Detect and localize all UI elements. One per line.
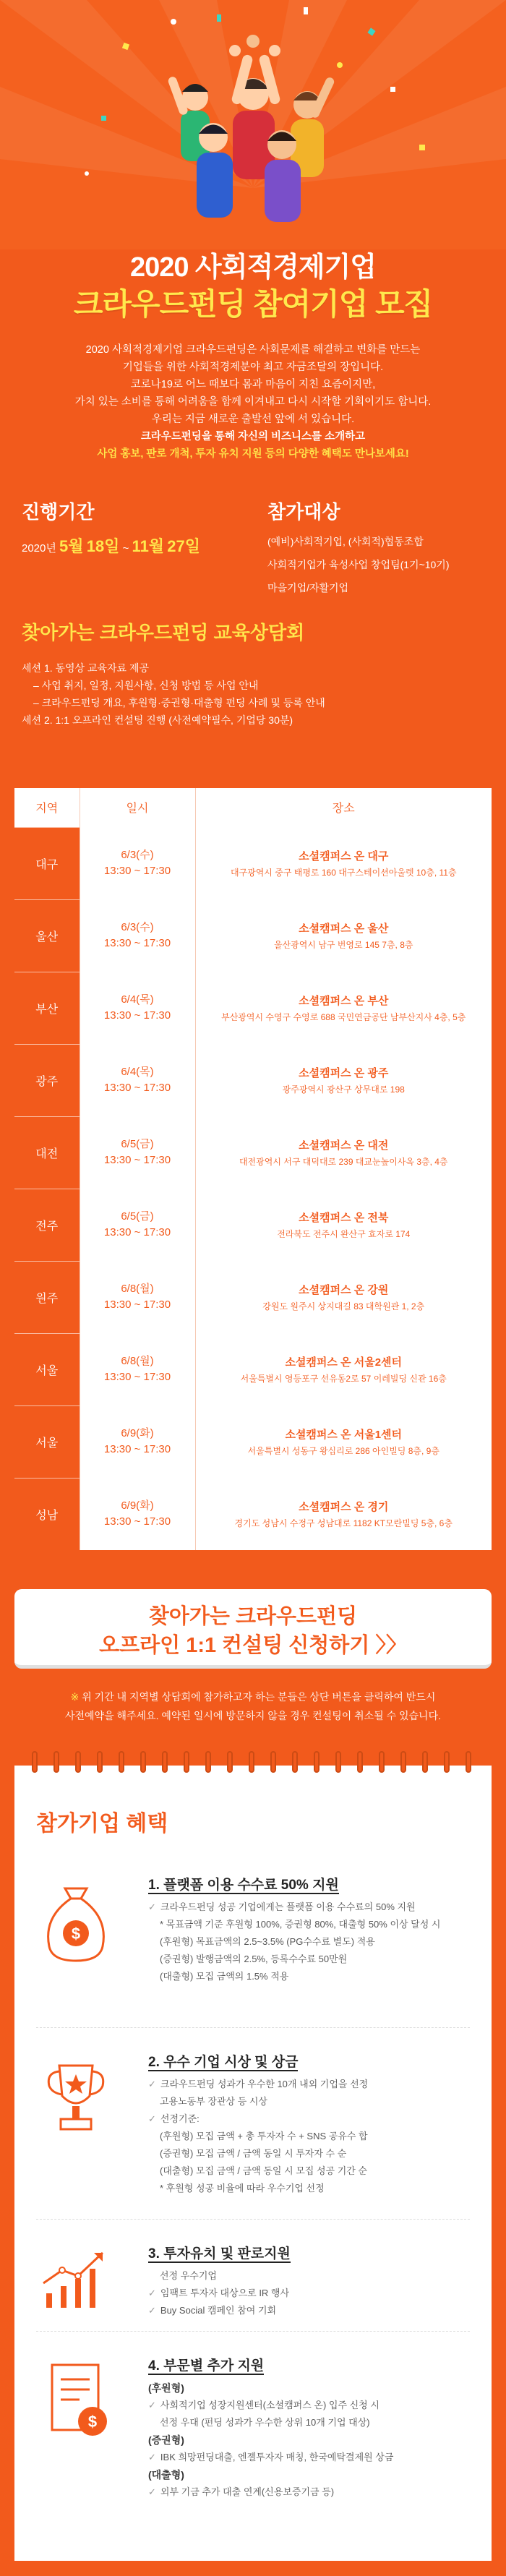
place-address: 서울특별시 성동구 왕십리로 286 아인빌딩 8층, 9층 (247, 1446, 439, 1456)
benefit-details (148, 2267, 466, 2319)
benefit-detail-line: * 후원형 성공 비율에 따라 우수기업 선정 (160, 2183, 325, 2194)
ring-icon (205, 1751, 211, 1773)
cta-line2: 오프라인 1:1 컨설팅 신청하기 〉〉 (99, 1634, 407, 1657)
place-address: 서울특별시 영등포구 선유동2로 57 이레빌딩 신관 16층 (240, 1374, 447, 1384)
benefit-item (36, 1874, 470, 2019)
place-address: 대구광역시 중구 태평로 160 대구스테이션아울렛 10층, 11층 (230, 868, 457, 878)
education-line: – 크라우드펀딩 개요, 후원형·증권형·대출형 펀딩 사례 및 등록 안내 (33, 697, 325, 709)
benefit-item (36, 2051, 470, 2210)
cta-line1: 찾아가는 크라우드펀딩 (148, 1605, 358, 1628)
date-cell (80, 1333, 195, 1405)
column-header-place: 장소 (195, 788, 492, 827)
place-address: 광주광역시 광산구 상무대로 198 (282, 1084, 405, 1095)
notice-line1: 위 기간 내 지역별 상담회에 참가하고자 하는 분들은 상단 버튼을 클릭하여 반드시 (79, 1691, 436, 1703)
benefit-detail-line: (대출형) 모집 금액 / 금액 동일 시 모집 성공 기간 순 (160, 2165, 367, 2176)
place-cell (195, 1478, 492, 1550)
column-header-region: 지역 (14, 788, 80, 827)
place-name: 소셜캠퍼스 온 서울2센터 (285, 1356, 403, 1369)
education-heading: 찾아가는 크라우드펀딩 교육상담회 (22, 622, 305, 643)
reservation-notice (22, 1687, 484, 1725)
benefit-title: 4. 부문별 추가 지원 (148, 2358, 265, 2374)
date-text: 6/9(화) (121, 1427, 154, 1439)
target-item: 마을기업/자활기업 (267, 582, 349, 594)
date-cell (80, 899, 195, 972)
place-cell (195, 899, 492, 972)
benefit-details (148, 2076, 466, 2197)
svg-text:$: $ (71, 1925, 81, 1943)
notice-line2: 사전예약을 해주세요. 예약된 일시에 방문하지 않을 경우 컨설팅이 취소될 수 있습니다. (64, 1710, 441, 1721)
binder-rings (32, 1751, 474, 1780)
education-section (22, 618, 484, 729)
benefit-detail-line: (대출형) (148, 2469, 184, 2481)
time-text: 13:30 ~ 17:30 (103, 937, 171, 949)
benefit-detail-line: (후원형) 모집 금액 + 총 투자자 수 + SNS 공유수 합 (160, 2131, 368, 2141)
benefits-card (14, 1766, 492, 2561)
benefits-heading: 참가기업 혜택 (36, 1812, 168, 1836)
benefit-item (36, 2355, 470, 2536)
table-row (14, 1333, 492, 1405)
benefit-detail-line: (후원형) (148, 2382, 184, 2394)
page-title-line2: 크라우드펀딩 참여기업 모집 (73, 287, 433, 321)
period-end-day: 27일 (167, 537, 200, 555)
intro-text (0, 341, 506, 463)
ring-icon (32, 1751, 38, 1773)
benefit-detail-line: (후원형) 목표금액의 2.5~3.5% (PG수수료 별도) 적용 (160, 1936, 375, 1947)
benefit-detail-line: ✓ Buy Social 캠페인 참여 기회 (148, 2302, 466, 2319)
ring-icon (314, 1751, 320, 1773)
date-text: 6/9(화) (121, 1499, 154, 1512)
period-value (22, 534, 200, 557)
ring-icon (119, 1751, 124, 1773)
target-list (267, 530, 450, 599)
target-item: 사회적기업가 육성사업 창업팀(1기~10기) (267, 559, 450, 570)
period-separator: ~ (122, 542, 129, 555)
ring-icon (292, 1751, 298, 1773)
ring-icon (184, 1751, 189, 1773)
intro-line: 코로나19로 어느 때보다 몸과 마음이 지친 요즘이지만, (130, 379, 376, 390)
table-row (14, 1116, 492, 1189)
period-start-day: 18일 (86, 537, 120, 555)
period-block (22, 497, 200, 557)
region-cell: 부산 (14, 972, 80, 1044)
ring-icon (97, 1751, 103, 1773)
divider (36, 2027, 470, 2028)
intro-highlight-line: 사업 홍보, 판로 개척, 투자 유치 지원 등의 다양한 혜택도 만나보세요! (97, 448, 409, 460)
table-row (14, 1405, 492, 1478)
benefit-detail-line: ✓ 임팩트 투자자 대상으로 IR 행사 (148, 2285, 466, 2302)
time-text: 13:30 ~ 17:30 (103, 1443, 171, 1455)
place-cell (195, 1261, 492, 1333)
date-cell (80, 1405, 195, 1478)
place-name: 소셜캠퍼스 온 전북 (299, 1212, 389, 1224)
place-name: 소셜캠퍼스 온 울산 (299, 923, 389, 935)
date-cell (80, 972, 195, 1044)
benefit-details (148, 1899, 466, 1985)
trophy-icon (36, 2051, 123, 2160)
benefit-detail-line: * 목표금액 기준 후원형 100%, 증권형 80%, 대출형 50% 이상 달성 시 (160, 1919, 441, 1930)
time-text: 13:30 ~ 17:30 (103, 1154, 171, 1166)
region-cell: 원주 (14, 1261, 80, 1333)
benefit-detail-line: 선정 우대 (펀딩 성과가 우수한 상위 10개 기업 대상) (160, 2417, 370, 2428)
date-text: 6/4(목) (121, 1066, 154, 1078)
table-row (14, 1261, 492, 1333)
table-row (14, 972, 492, 1044)
education-line: 세션 1. 동영상 교육자료 제공 (22, 662, 149, 674)
money-bag-icon (36, 1874, 123, 1982)
place-name: 소셜캠퍼스 온 경기 (299, 1501, 389, 1514)
region-cell: 대전 (14, 1116, 80, 1189)
svg-text:$: $ (87, 2413, 98, 2431)
benefit-detail-line: ✓ IBK 희망펀딩대출, 엔젤투자자 매칭, 한국예탁결제원 상금 (148, 2449, 466, 2466)
divider (36, 2219, 470, 2220)
ring-icon (466, 1751, 471, 1773)
date-text: 6/5(금) (121, 1210, 154, 1223)
target-block (267, 497, 450, 599)
time-text: 13:30 ~ 17:30 (103, 1515, 171, 1528)
benefit-detail-line: (증권형) 모집 금액 / 금액 동일 시 투자자 수 순 (160, 2148, 347, 2159)
ring-icon (249, 1751, 254, 1773)
period-year: 2020년 (22, 542, 56, 555)
ring-icon (357, 1751, 363, 1773)
page-title-line1: 2020 사회적경제기업 (129, 252, 377, 283)
document-money-icon (36, 2355, 123, 2463)
benefit-detail-line: 선정 우수기업 (160, 2270, 217, 2281)
benefit-title: 3. 투자유치 및 판로지원 (148, 2246, 291, 2262)
region-cell: 서울 (14, 1405, 80, 1478)
place-cell (195, 1116, 492, 1189)
benefit-title: 1. 플랫폼 이용 수수료 50% 지원 (148, 1878, 339, 1893)
place-name: 소셜캠퍼스 온 서울1센터 (285, 1429, 403, 1441)
column-header-date: 일시 (80, 788, 195, 827)
region-cell: 성남 (14, 1478, 80, 1550)
target-heading: 참가대상 (267, 501, 340, 523)
place-address: 부산광역시 수영구 수영로 688 국민연금공단 남부산지사 4층, 5층 (221, 1012, 466, 1022)
date-text: 6/8(월) (121, 1283, 154, 1295)
place-name: 소셜캠퍼스 온 대구 (299, 850, 389, 863)
time-text: 13:30 ~ 17:30 (103, 1226, 171, 1238)
place-cell (195, 1044, 492, 1116)
benefit-detail-line: ✓ 선정기준: (148, 2110, 466, 2128)
ring-icon (227, 1751, 233, 1773)
chart-growth-icon (36, 2243, 123, 2351)
date-cell (80, 1044, 195, 1116)
schedule-body (14, 827, 492, 1550)
intro-bold-line: 크라우드펀딩을 통해 자신의 비즈니스를 소개하고 (140, 431, 366, 442)
benefit-details (148, 2379, 466, 2501)
ring-icon (53, 1751, 59, 1773)
target-item: (예비)사회적기업, (사회적)협동조합 (267, 536, 424, 547)
date-text: 6/3(수) (121, 921, 154, 933)
people-celebrating-illustration (145, 11, 361, 228)
place-address: 전라북도 전주시 완산구 효자로 174 (277, 1229, 411, 1239)
place-cell (195, 1189, 492, 1261)
ring-icon (140, 1751, 146, 1773)
ring-icon (400, 1751, 406, 1773)
intro-line: 가치 있는 소비를 통해 어려움을 함께 이겨내고 다시 시작할 기회이기도 합니다. (74, 396, 432, 408)
place-name: 소셜캠퍼스 온 대전 (299, 1139, 389, 1152)
region-cell: 전주 (14, 1189, 80, 1261)
table-row (14, 1044, 492, 1116)
education-line: – 사업 취지, 일정, 지원사항, 신청 방법 등 사업 안내 (33, 680, 259, 691)
education-line: 세션 2. 1:1 오프라인 컨설팅 진행 (사전예약필수, 기업당 30분) (22, 714, 293, 726)
ring-icon (270, 1751, 276, 1773)
table-header-row (14, 788, 492, 827)
date-text: 6/4(목) (121, 993, 154, 1006)
place-cell (195, 972, 492, 1044)
benefit-detail-line: ✓ 외부 기금 추가 대출 연계(신용보증기금 등) (148, 2483, 466, 2501)
place-name: 소셜캠퍼스 온 광주 (299, 1067, 389, 1079)
benefit-detail-line: (증권형) 발행금액의 2.5%, 등록수수료 50만원 (160, 1954, 348, 1964)
hero-banner (0, 0, 506, 249)
divider (36, 2331, 470, 2332)
date-cell (80, 1261, 195, 1333)
ring-icon (75, 1751, 81, 1773)
place-cell (195, 827, 492, 899)
benefit-item (36, 2243, 470, 2322)
benefit-detail-line: (대출형) 모집 금액의 1.5% 적용 (160, 1971, 289, 1982)
place-name: 소셜캠퍼스 온 부산 (299, 995, 389, 1007)
date-cell (80, 827, 195, 899)
region-cell: 울산 (14, 899, 80, 972)
consulting-apply-button[interactable] (14, 1589, 492, 1669)
benefit-detail-line: 고용노동부 장관상 등 시상 (160, 2096, 267, 2107)
ring-icon (444, 1751, 450, 1773)
place-cell (195, 1333, 492, 1405)
region-cell: 광주 (14, 1044, 80, 1116)
ring-icon (162, 1751, 168, 1773)
place-address: 강원도 원주시 상지대길 83 대학원관 1, 2층 (262, 1301, 425, 1311)
time-text: 13:30 ~ 17:30 (103, 1371, 171, 1383)
benefit-detail-line: ✓ 크라우드펀딩 성과가 우수한 10개 내외 기업을 선정 (148, 2076, 466, 2093)
intro-line: 기업들을 위한 사회적경제분야 최고 자금조달의 장입니다. (122, 361, 384, 373)
benefit-detail-line: ✓ 크라우드펀딩 성공 기업에게는 플랫폼 이용 수수료의 50% 지원 (148, 1899, 466, 1916)
table-row (14, 827, 492, 899)
intro-line: 2020 사회적경제기업 크라우드펀딩은 사회문제를 해결하고 변화를 만드는 (85, 344, 421, 356)
place-address: 경기도 성남시 수정구 성남대로 1182 KT모란빌딩 5층, 6층 (234, 1518, 453, 1529)
benefit-detail-line: (증권형) (148, 2434, 184, 2446)
place-cell (195, 1405, 492, 1478)
time-text: 13:30 ~ 17:30 (103, 1082, 171, 1094)
table-row (14, 899, 492, 972)
place-name: 소셜캠퍼스 온 강원 (299, 1284, 389, 1296)
region-cell: 서울 (14, 1333, 80, 1405)
date-cell (80, 1478, 195, 1550)
period-start-month: 5월 (59, 537, 84, 555)
date-text: 6/8(월) (121, 1355, 154, 1367)
table-row (14, 1189, 492, 1261)
ring-icon (379, 1751, 385, 1773)
region-cell: 대구 (14, 827, 80, 899)
table-row (14, 1478, 492, 1550)
place-address: 대전광역시 서구 대덕대로 239 대교눈높이사옥 3층, 4층 (239, 1157, 448, 1167)
period-end-month: 11월 (132, 537, 165, 555)
time-text: 13:30 ~ 17:30 (103, 1009, 171, 1022)
date-cell (80, 1189, 195, 1261)
intro-line: 우리는 지금 새로운 출발선 앞에 서 있습니다. (151, 414, 355, 425)
date-text: 6/5(금) (121, 1138, 154, 1150)
time-text: 13:30 ~ 17:30 (103, 1298, 171, 1311)
place-address: 울산광역시 남구 번영로 145 7층, 8층 (274, 940, 413, 950)
notice-mark: ※ (70, 1691, 80, 1703)
schedule-table (14, 788, 492, 1550)
ring-icon (422, 1751, 428, 1773)
benefit-title: 2. 우수 기업 시상 및 상금 (148, 2055, 299, 2070)
time-text: 13:30 ~ 17:30 (103, 865, 171, 877)
date-cell (80, 1116, 195, 1189)
ring-icon (335, 1751, 341, 1773)
period-heading: 진행기간 (22, 501, 95, 523)
date-text: 6/3(수) (121, 849, 154, 861)
benefit-detail-line: ✓ 사회적기업 성장지원센터(소셜캠퍼스 온) 입주 신청 시 (148, 2397, 466, 2414)
